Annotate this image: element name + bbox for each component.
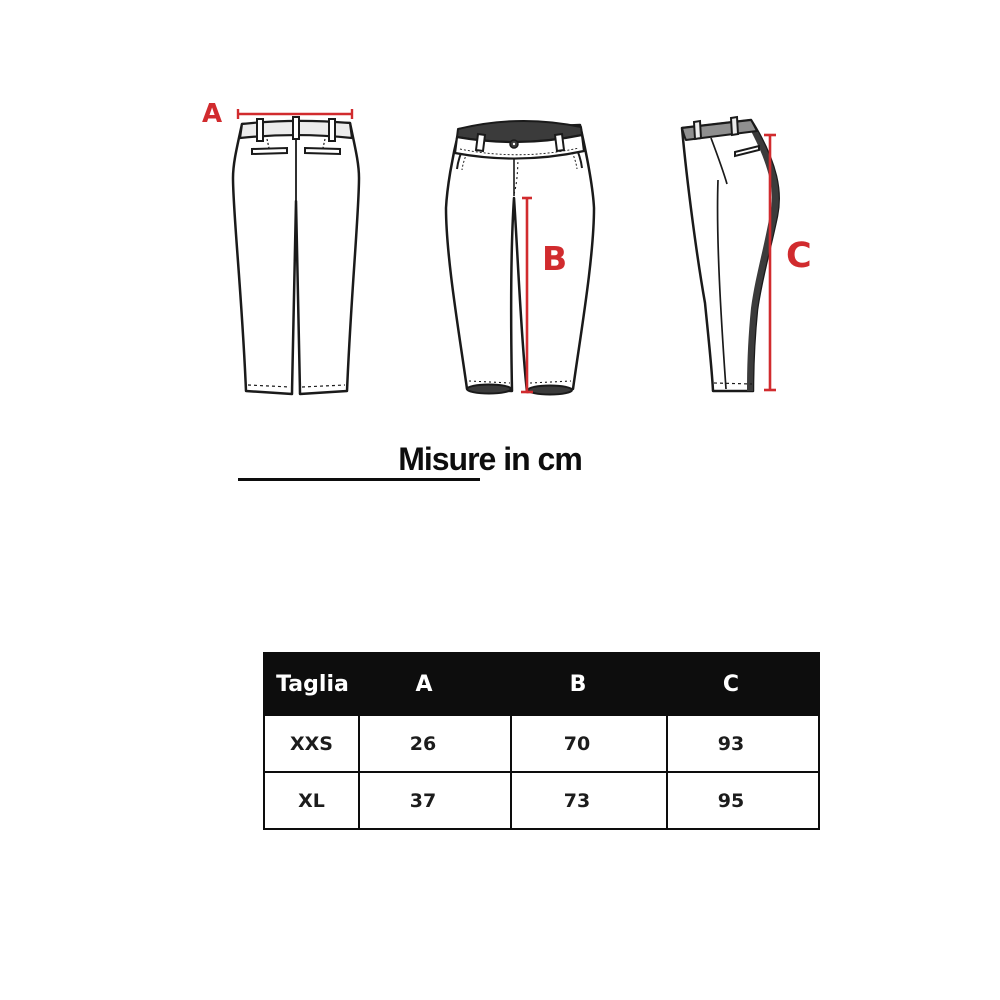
header-taglia: Taglia [276, 671, 349, 697]
caption-misure: Misure in cm [398, 441, 582, 477]
measure-label-c: C [786, 236, 812, 276]
pants-back-view-illustration [226, 105, 366, 405]
cell-a: 26 [360, 716, 512, 771]
caption-underline [238, 478, 480, 481]
cell-c: 93 [717, 732, 745, 755]
cell-size: XXS [265, 716, 360, 771]
pants-front-view-illustration [444, 108, 596, 400]
cell-size: XL [265, 773, 360, 828]
cell-b: 73 [512, 773, 668, 828]
size-table [263, 652, 820, 830]
cell-a: 37 [360, 773, 512, 828]
size-table-header [265, 654, 818, 714]
header-b: B [569, 671, 587, 697]
cell-b: 70 [512, 716, 668, 771]
measure-label-a: A [202, 99, 223, 129]
table-row [265, 771, 818, 828]
table-row [265, 714, 818, 771]
cell-c: 95 [717, 789, 745, 812]
pants-side-view-illustration [665, 108, 785, 398]
header-c: C [722, 671, 740, 697]
measure-label-b: B [542, 239, 568, 278]
header-a: A [415, 671, 433, 697]
